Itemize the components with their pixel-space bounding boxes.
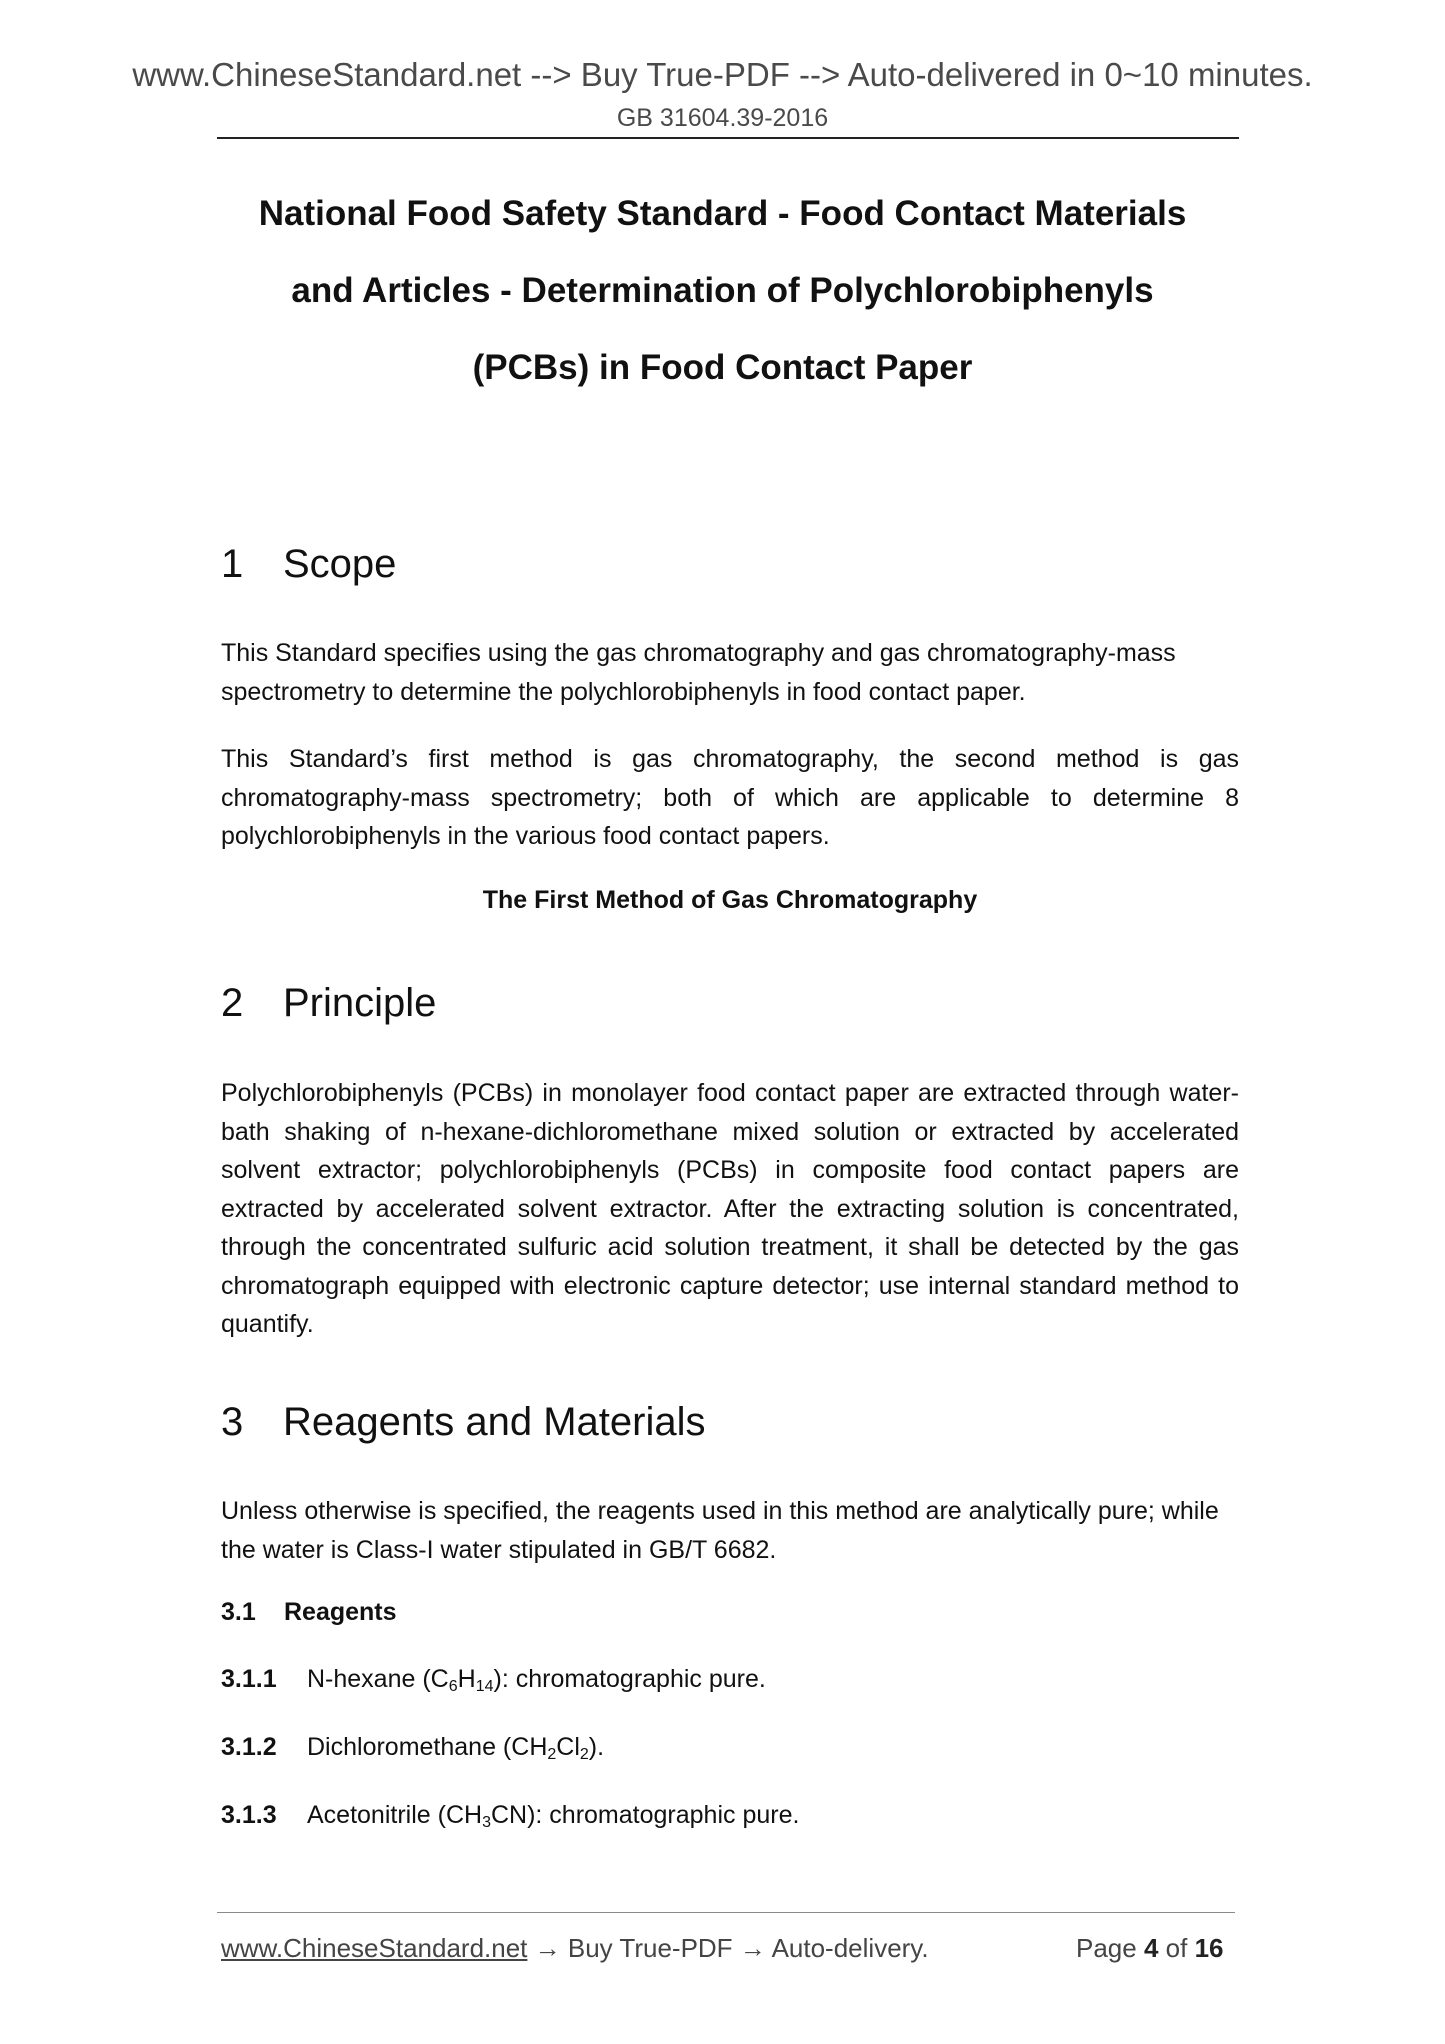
top-banner[interactable]: www.ChineseStandard.net --> Buy True-PDF --> Auto-delivered in 0~10 minutes. — [132, 56, 1313, 93]
section-number: 1 — [221, 542, 244, 586]
footer-divider — [217, 1912, 1235, 1913]
section-1-heading — [221, 542, 396, 587]
page-label: Page — [1076, 1933, 1137, 1963]
footer-promo — [221, 1933, 929, 1964]
section-title: Scope — [283, 542, 397, 586]
method-title: The First Method of Gas Chromatography — [482, 886, 978, 914]
item-text: Acetonitrile (CH — [307, 1801, 483, 1829]
document-title-line-2: and Articles - Determination of Polychlorobiphenyls — [291, 271, 1154, 310]
principle-paragraph: Polychlorobiphenyls (PCBs) in monolayer food contact paper are extracted through water-bath shaking of n-hexane-dichloromethane mixed solution or extracted by accelerated solvent extractor; polychlorobiphenyls (PCBs) in composite food contact papers are extracted by accelerated solvent extractor. After the extracting solution is concentrated, through the concentrated sulfuric acid solution treatment, it shall be detected by the gas chromatograph equipped with electronic capture detector; use internal standard method to quantify. — [221, 1079, 1239, 1338]
reagent-item — [221, 1733, 604, 1764]
subscript: 3 — [482, 1814, 491, 1831]
item-number: 3.1.3 — [221, 1801, 277, 1829]
footer-promo-text: → Buy True-PDF → Auto-delivery. — [527, 1933, 929, 1963]
subsection-title: Reagents — [284, 1598, 397, 1626]
section-number: 3 — [221, 1400, 244, 1444]
item-text: N-hexane (C — [307, 1665, 449, 1693]
subscript: 2 — [579, 1746, 589, 1763]
page-of-label: of — [1165, 1933, 1188, 1963]
scope-paragraph-2: This Standard’s first method is gas chromatography, the second method is gas chromatography-mass spectrometry; both of which are applicable to determine 8 polychlorobiphenyls in the various food contact papers. — [221, 745, 1239, 850]
item-number: 3.1.1 — [221, 1665, 277, 1693]
subscript: 14 — [475, 1678, 494, 1695]
current-page: 4 — [1143, 1933, 1159, 1963]
reagents-paragraph: Unless otherwise is specified, the reagents used in this method are analytically pure; while the water is Class-I water stipulated in GB/T 6682. — [221, 1497, 1219, 1564]
item-text: H — [457, 1665, 476, 1693]
section-2-heading — [221, 981, 436, 1026]
page-indicator — [1076, 1933, 1224, 1964]
section-number: 2 — [221, 981, 244, 1025]
section-title: Principle — [283, 981, 437, 1025]
header-divider — [217, 137, 1239, 139]
section-3-heading — [221, 1400, 705, 1445]
subscript: 2 — [547, 1746, 557, 1763]
document-title-line-1: National Food Safety Standard - Food Contact Materials — [258, 194, 1187, 233]
item-text: CN): chromatographic pure. — [490, 1801, 800, 1829]
item-text: Cl — [556, 1733, 580, 1761]
section-title: Reagents and Materials — [283, 1400, 706, 1444]
item-text: ). — [588, 1733, 605, 1761]
item-text: ): chromatographic pure. — [493, 1665, 766, 1693]
site-link[interactable]: www.ChineseStandard.net — [221, 1933, 528, 1963]
scope-paragraph-1: This Standard specifies using the gas chromatography and gas chromatography-mass spectrometry to determine the polychlorobiphenyls in food contact paper. — [221, 639, 1176, 706]
reagent-item — [221, 1801, 799, 1832]
subsection-3-1-heading — [221, 1598, 397, 1627]
document-title-line-3: (PCBs) in Food Contact Paper — [472, 348, 973, 387]
reagent-item — [221, 1665, 766, 1696]
subsection-number: 3.1 — [221, 1598, 256, 1626]
item-text: Dichloromethane (CH — [307, 1733, 548, 1761]
standard-code: GB 31604.39-2016 — [616, 104, 829, 132]
subscript: 6 — [448, 1678, 458, 1695]
total-pages: 16 — [1194, 1933, 1224, 1963]
item-number: 3.1.2 — [221, 1733, 277, 1761]
